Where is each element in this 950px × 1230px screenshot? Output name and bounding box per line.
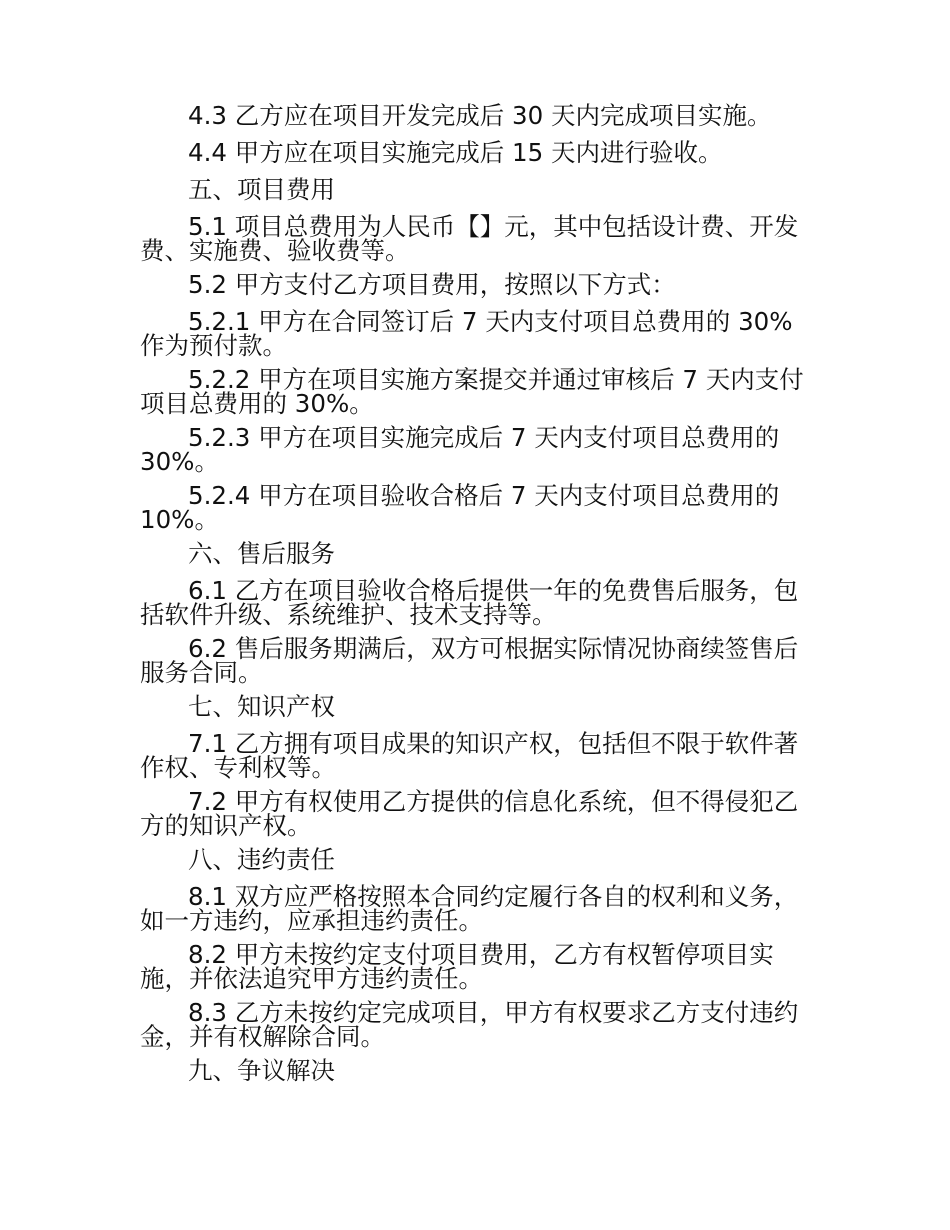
clause-7-2: 7.2 甲方有权使用乙方提供的信息化系统，但不得侵犯乙方的知识产权。 <box>140 787 799 840</box>
clause-7-1: 7.1 乙方拥有项目成果的知识产权，包括但不限于软件著作权、专利权等。 <box>140 729 799 782</box>
clause-4-3: 4.3 乙方应在项目开发完成后 30 天内完成项目实施。 <box>188 101 772 130</box>
section-heading-7: 七、知识产权 <box>188 692 335 721</box>
clause-5-2-4: 5.2.4 甲方在项目验收合格后 7 天内支付项目总费用的 10%。 <box>140 481 780 534</box>
clause-6-2: 6.2 售后服务期满后，双方可根据实际情况协商续签售后服务合同。 <box>140 634 799 687</box>
clause-5-2: 5.2 甲方支付乙方项目费用，按照以下方式： <box>188 270 676 299</box>
clause-5-2-3: 5.2.3 甲方在项目实施完成后 7 天内支付项目总费用的 30%。 <box>140 423 780 476</box>
clause-5-2-2: 5.2.2 甲方在项目实施方案提交并通过审核后 7 天内支付项目总费用的 30%。 <box>140 365 804 418</box>
section-heading-8: 八、违约责任 <box>188 845 335 874</box>
section-heading-5: 五、项目费用 <box>188 175 335 204</box>
section-heading-9: 九、争议解决 <box>188 1056 335 1085</box>
clause-4-4: 4.4 甲方应在项目实施完成后 15 天内进行验收。 <box>188 138 723 167</box>
clause-8-1: 8.1 双方应严格按照本合同约定履行各自的权利和义务，如一方违约，应承担违约责任。 <box>140 882 799 935</box>
clause-8-2: 8.2 甲方未按约定支付项目费用，乙方有权暂停项目实施，并依法追究甲方违约责任。 <box>140 940 774 993</box>
clause-5-2-1: 5.2.1 甲方在合同签订后 7 天内支付项目总费用的 30%作为预付款。 <box>140 307 793 360</box>
document-body <box>140 101 804 1096</box>
clause-5-1: 5.1 项目总费用为人民币【】元，其中包括设计费、开发费、实施费、验收费等。 <box>140 212 799 265</box>
clause-8-3: 8.3 乙方未按约定完成项目，甲方有权要求乙方支付违约金，并有权解除合同。 <box>140 998 799 1051</box>
clause-6-1: 6.1 乙方在项目验收合格后提供一年的免费售后服务，包括软件升级、系统维护、技术支持等。 <box>140 576 799 629</box>
section-heading-6: 六、售后服务 <box>188 539 335 568</box>
